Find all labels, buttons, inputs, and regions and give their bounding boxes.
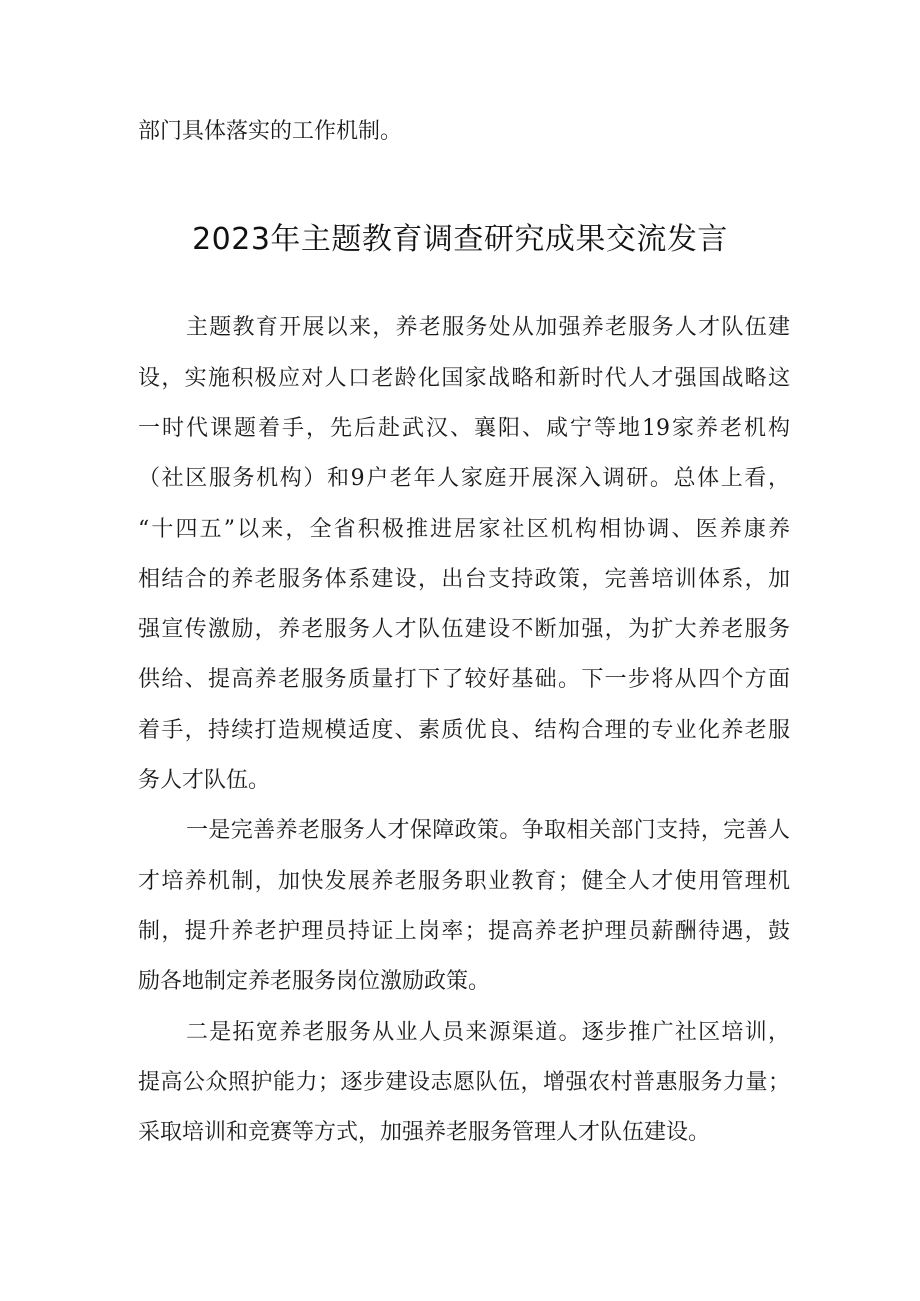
paragraph-2-line-4: 励各地制定养老服务岗位激励政策。 [138,969,491,994]
paragraph-1-line-2: 设，实施积极应对人口老龄化国家战略和新时代人才强国战略这 [138,366,790,391]
paragraph-2-line-2: 才培养机制，加快发展养老服务职业教育；健全人才使用管理机 [138,869,790,894]
paragraph-1-line-3: 一时代课题着手，先后赴武汉、襄阳、咸宁等地19家养老机构 [138,416,790,441]
document-title: 2023年主题教育调查研究成果交流发言 [192,222,728,257]
paragraph-3-line-3: 采取培训和竞赛等方式，加强养老服务管理人才队伍建设。 [138,1120,711,1145]
paragraph-1-line-7: 强宣传激励，养老服务人才队伍建设不断加强，为扩大养老服务 [138,617,790,642]
paragraph-1-line-5: “十四五”以来，全省积极推进居家社区机构相协调、医养康养 [138,517,790,542]
paragraph-1-line-8: 供给、提高养老服务质量打下了较好基础。下一步将从四个方面 [138,667,790,692]
paragraph-1-line-6: 相结合的养老服务体系建设，出台支持政策，完善培训体系，加 [138,567,790,592]
lead-line: 部门具体落实的工作机制。 [138,119,403,144]
paragraph-1-line-1: 主题教育开展以来，养老服务处从加强养老服务人才队伍建 [186,315,790,340]
paragraph-2-line-1: 一是完善养老服务人才保障政策。争取相关部门支持，完善人 [186,818,790,843]
paragraph-1-line-10: 务人才队伍。 [138,768,271,793]
paragraph-1-line-4: （社区服务机构）和9户老年人家庭开展深入调研。总体上看， [138,466,790,491]
paragraph-3-line-2: 提高公众照护能力；逐步建设志愿队伍，增强农村普惠服务力量； [138,1070,790,1095]
paragraph-2-line-3: 制，提升养老护理员持证上岗率；提高养老护理员薪酬待遇，鼓 [138,919,790,944]
paragraph-3-line-1: 二是拓宽养老服务从业人员来源渠道。逐步推广社区培训， [186,1020,790,1045]
paragraph-1-line-9: 着手，持续打造规模适度、素质优良、结构合理的专业化养老服 [138,718,790,743]
